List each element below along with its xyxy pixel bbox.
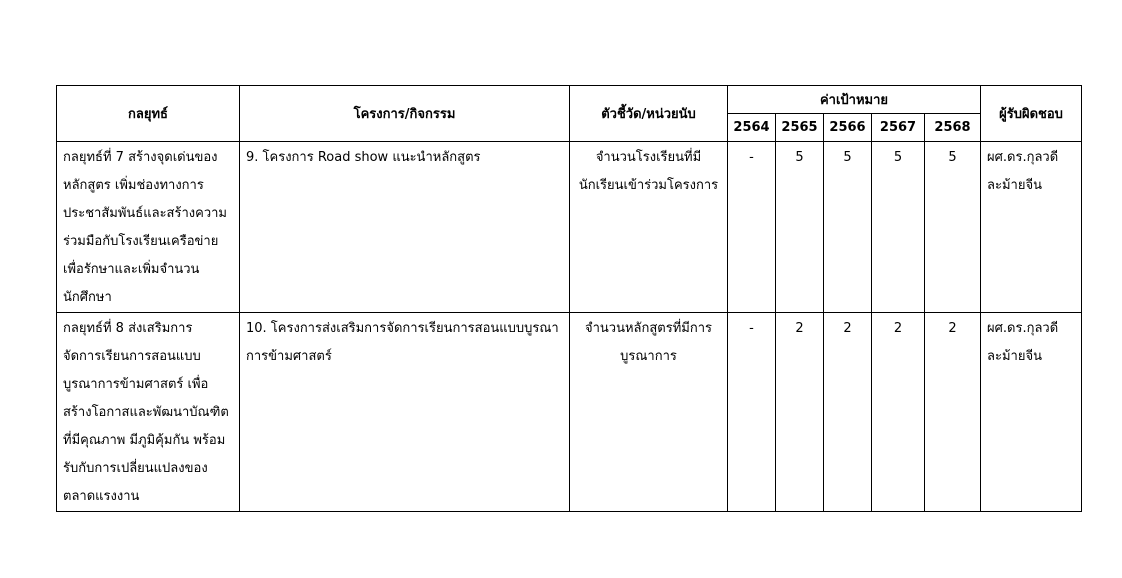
header-indicator: ตัวชี้วัด/หน่วยนับ bbox=[570, 86, 728, 142]
strategy-cell bbox=[57, 313, 240, 512]
header-target: ค่าเป้าหมาย bbox=[728, 86, 981, 114]
header-year: 2568 bbox=[925, 114, 981, 142]
text-line: ผศ.ดร.กุลวดี bbox=[987, 150, 1059, 165]
strategy-cell bbox=[57, 142, 240, 313]
target-value: 5 bbox=[925, 142, 981, 313]
text-line: การข้ามศาสตร์ bbox=[246, 349, 332, 364]
text-line: 9. โครงการ Road show แนะนำหลักสูตร bbox=[246, 150, 481, 165]
text-line: กลยุทธ์ที่ 8 ส่งเสริมการ bbox=[63, 321, 193, 336]
text-line: นักศึกษา bbox=[63, 290, 112, 305]
strategy-plan-table bbox=[56, 85, 1082, 512]
header-row bbox=[57, 86, 1082, 114]
text-line: รับกับการเปลี่ยนแปลงของ bbox=[63, 461, 208, 476]
header-year: 2564 bbox=[728, 114, 776, 142]
target-value: - bbox=[728, 313, 776, 512]
text-line: หลักสูตร เพิ่มช่องทางการ bbox=[63, 178, 204, 193]
target-value: 2 bbox=[776, 313, 824, 512]
text-line: ผศ.ดร.กุลวดี bbox=[987, 321, 1059, 336]
indicator-cell bbox=[570, 142, 728, 313]
target-value: 5 bbox=[824, 142, 872, 313]
table-row bbox=[57, 313, 1082, 512]
text-line: ที่มีคุณภาพ มีภูมิคุ้มกัน พร้อม bbox=[63, 433, 226, 448]
header-responsible: ผู้รับผิดชอบ bbox=[981, 86, 1082, 142]
target-value: 5 bbox=[872, 142, 925, 313]
header-year: 2565 bbox=[776, 114, 824, 142]
project-cell bbox=[240, 313, 570, 512]
table-row bbox=[57, 142, 1082, 313]
text-line: บูรณาการ bbox=[620, 349, 677, 364]
text-line: ละม้ายจีน bbox=[987, 178, 1042, 193]
responsible-cell bbox=[981, 313, 1082, 512]
text-line: จำนวนโรงเรียนที่มี bbox=[595, 150, 702, 165]
header-strategy: กลยุทธ์ bbox=[57, 86, 240, 142]
target-value: 2 bbox=[925, 313, 981, 512]
text-line: ละม้ายจีน bbox=[987, 349, 1042, 364]
text-line: ร่วมมือกับโรงเรียนเครือข่าย bbox=[63, 234, 219, 249]
header-project: โครงการ/กิจกรรม bbox=[240, 86, 570, 142]
target-value: 5 bbox=[776, 142, 824, 313]
project-cell bbox=[240, 142, 570, 313]
text-line: นักเรียนเข้าร่วมโครงการ bbox=[578, 178, 719, 193]
text-line: สร้างโอกาสและพัฒนาบัณฑิต bbox=[63, 405, 229, 420]
indicator-cell bbox=[570, 313, 728, 512]
responsible-cell bbox=[981, 142, 1082, 313]
target-value: - bbox=[728, 142, 776, 313]
text-line: ประชาสัมพันธ์และสร้างความ bbox=[63, 206, 227, 221]
text-line: 10. โครงการส่งเสริมการจัดการเรียนการสอนแบบบูรณา bbox=[246, 321, 559, 336]
header-year: 2566 bbox=[824, 114, 872, 142]
text-line: กลยุทธ์ที่ 7 สร้างจุดเด่นของ bbox=[63, 150, 218, 165]
text-line: เพื่อรักษาและเพิ่มจำนวน bbox=[63, 262, 200, 277]
text-line: ตลาดแรงงาน bbox=[63, 489, 140, 504]
text-line: จัดการเรียนการสอนแบบ bbox=[63, 349, 201, 364]
text-line: จำนวนหลักสูตรที่มีการ bbox=[584, 321, 713, 336]
text-line: บูรณาการข้ามศาสตร์ เพื่อ bbox=[63, 377, 209, 392]
target-value: 2 bbox=[872, 313, 925, 512]
target-value: 2 bbox=[824, 313, 872, 512]
header-year: 2567 bbox=[872, 114, 925, 142]
